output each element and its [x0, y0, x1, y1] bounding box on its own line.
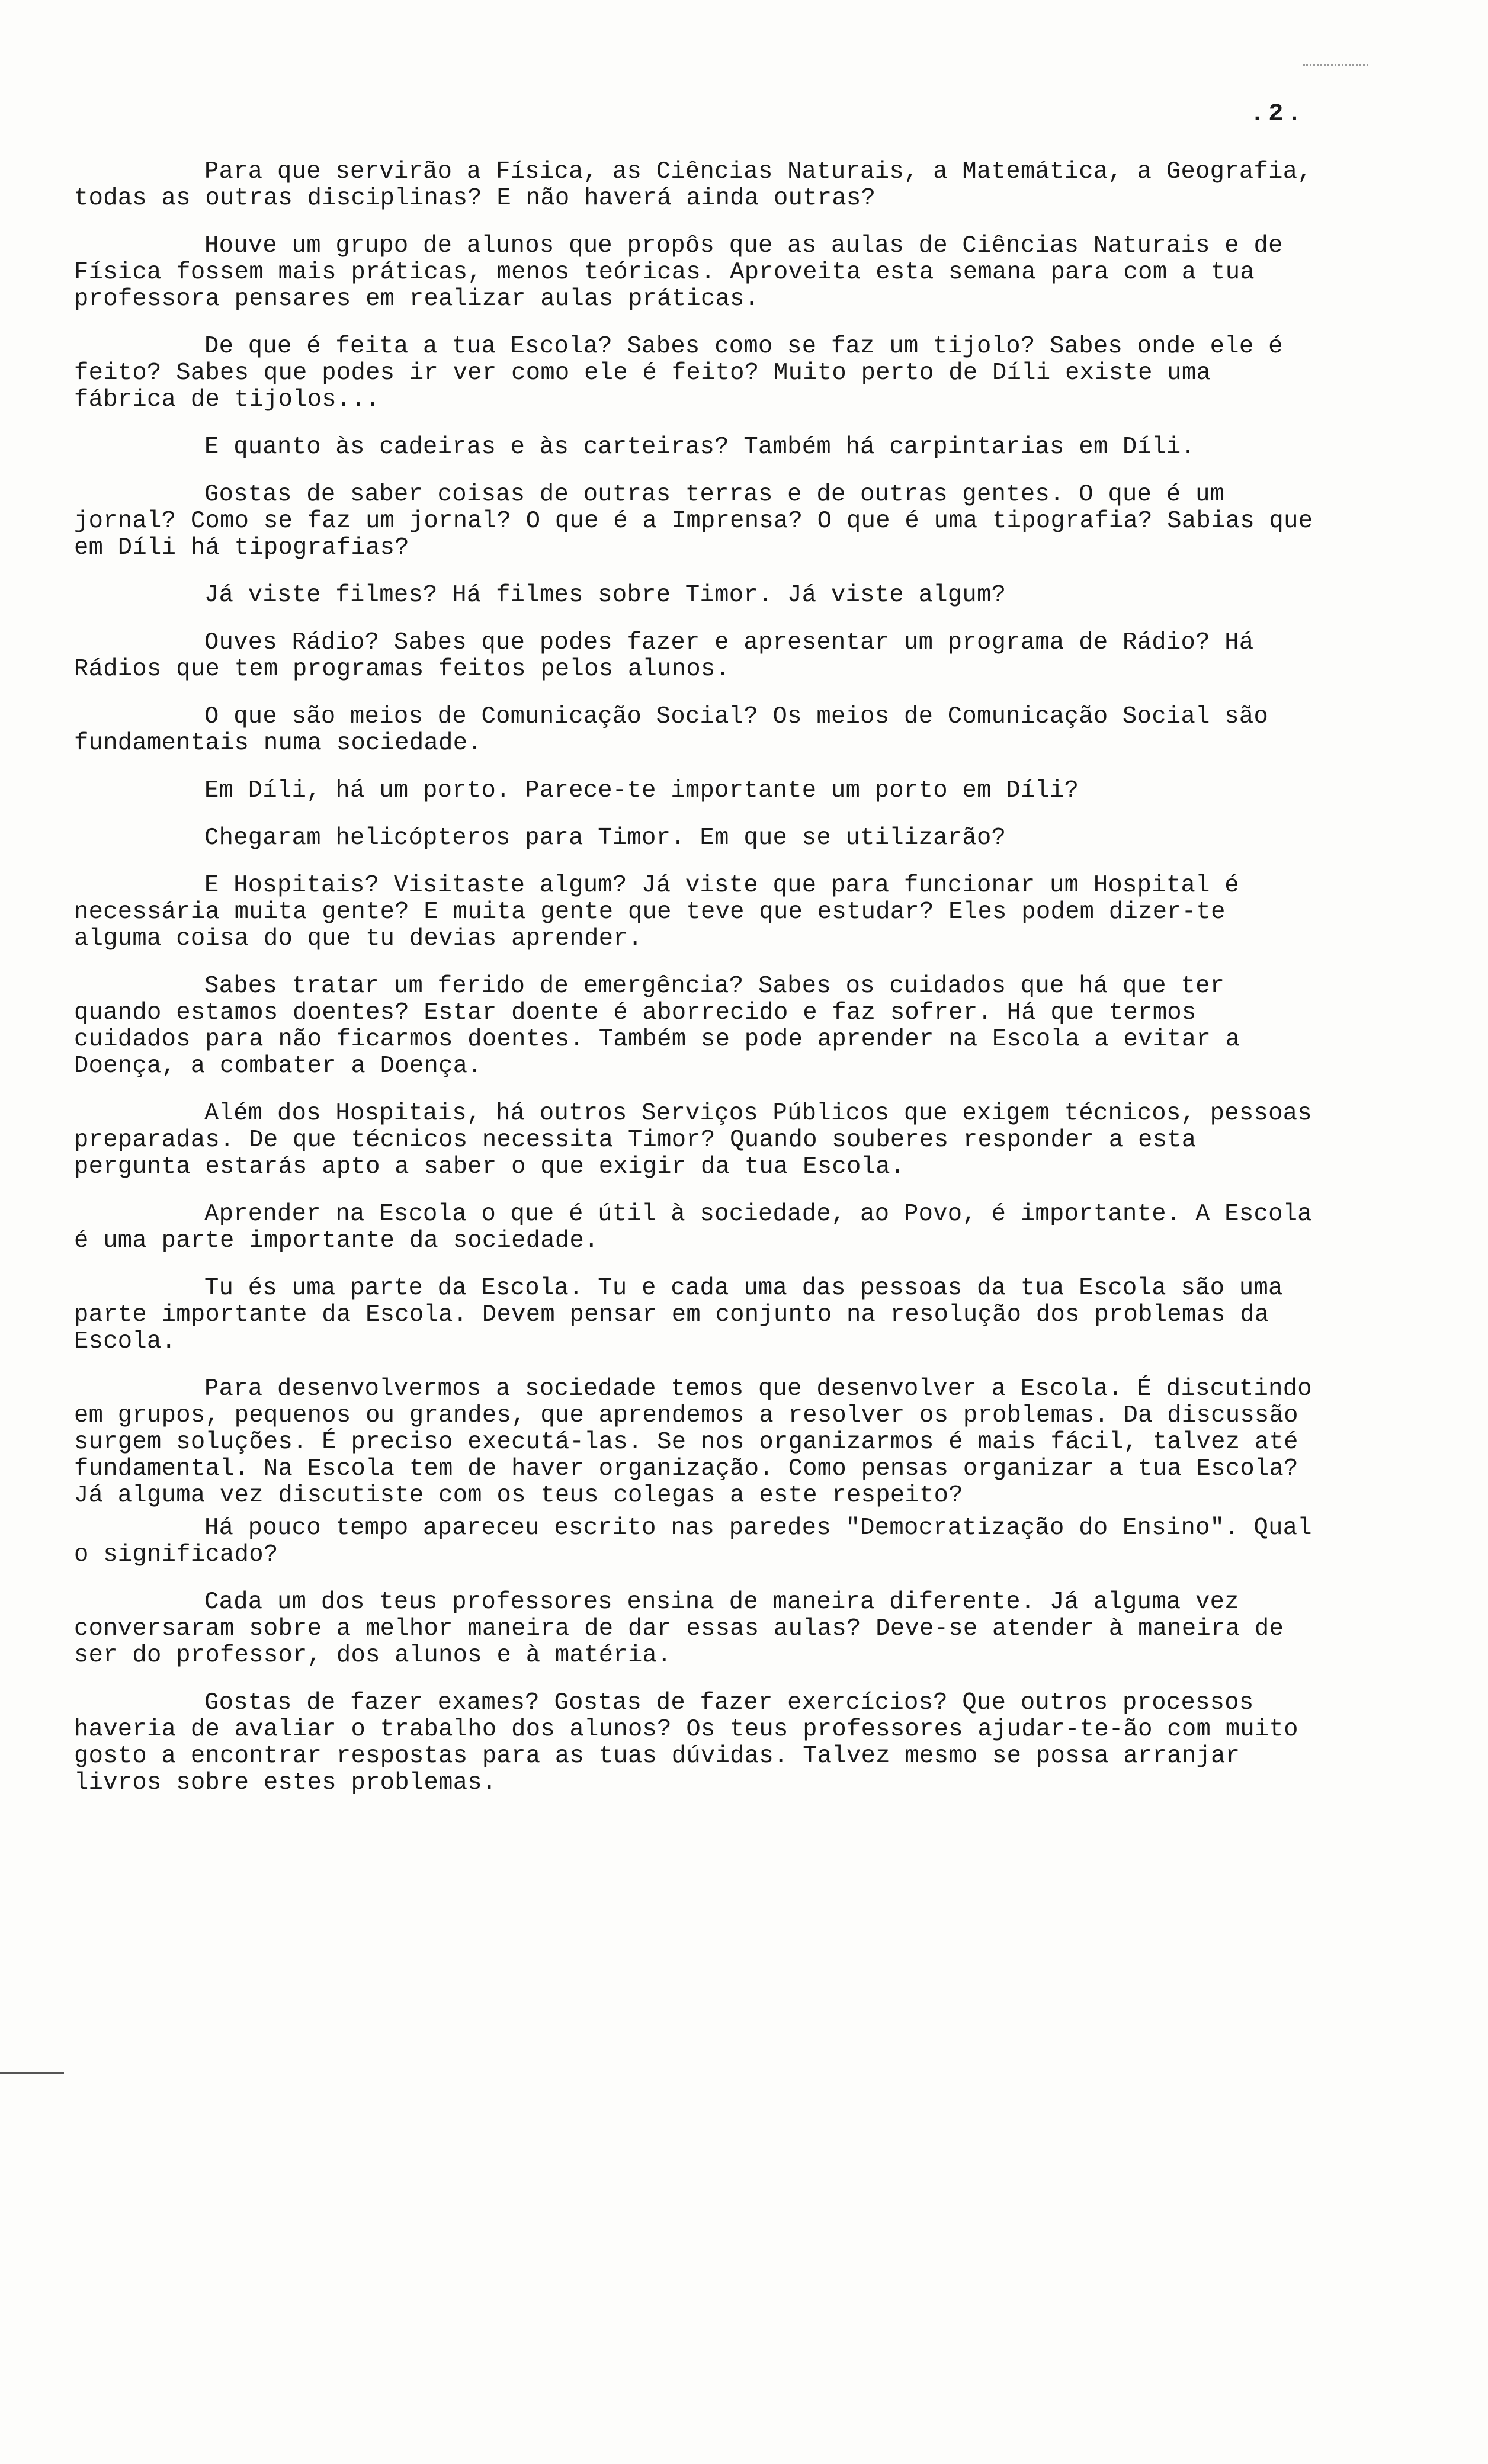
- body-text: [74, 159, 1324, 1817]
- paragraph: Já viste filmes? Há filmes sobre Timor. Já viste algum?: [204, 582, 1006, 609]
- paragraph: De que é feita a tua Escola? Sabes como se faz um tijolo? Sabes onde ele é feito? Sabes que podes ir ver como ele é feito? Muito perto de Díli existe uma fábrica de tijolos...: [74, 333, 1283, 413]
- page-number: .2.: [1250, 100, 1306, 128]
- paragraph: Para que servirão a Física, as Ciências Naturais, a Matemática, a Geografia, todas as outras disciplinas? E não haverá ainda outras?: [74, 158, 1312, 212]
- paragraph: O que são meios de Comunicação Social? Os meios de Comunicação Social são fundamentais numa sociedade.: [74, 703, 1269, 757]
- paragraph: E Hospitais? Visitaste algum? Já viste que para funcionar um Hospital é necessária muita gente? E muita gente que teve que estudar? Eles podem dizer-te alguma coisa do que tu devias aprender.: [74, 872, 1239, 952]
- paragraph: Ouves Rádio? Sabes que podes fazer e apresentar um programa de Rádio? Há Rádios que tem programas feitos pelos alunos.: [74, 629, 1254, 683]
- paragraph: Aprender na Escola o que é útil à sociedade, ao Povo, é importante. A Escola é uma parte importante da sociedade.: [74, 1201, 1312, 1255]
- paragraph: Sabes tratar um ferido de emergência? Sabes os cuidados que há que ter quando estamos doentes? Estar doente é aborrecido e faz sofrer. Há que termos cuidados para não ficarmos doentes. Também se pode aprender na Escola a evitar a Doença, a combater a Doença.: [74, 973, 1240, 1080]
- paragraph: Houve um grupo de alunos que propôs que as aulas de Ciências Naturais e de Física fossem mais práticas, menos teóricas. Aproveita esta semana para com a tua professora pensares em realizar aulas práticas.: [74, 232, 1283, 313]
- paragraph: Gostas de saber coisas de outras terras e de outras gentes. O que é um jornal? Como se faz um jornal? O que é a Imprensa? O que é uma tipografia? Sabias que em Díli há tipografias?: [74, 481, 1313, 562]
- corner-scan-mark: [1303, 64, 1368, 66]
- paragraph: Chegaram helicópteros para Timor. Em que se utilizarão?: [204, 824, 1006, 852]
- paragraph: Além dos Hospitais, há outros Serviços Públicos que exigem técnicos, pessoas preparadas. De que técnicos necessita Timor? Quando souberes responder a esta pergunta estarás apto a saber o que exigir da tua Escola.: [74, 1100, 1312, 1180]
- paragraph: E quanto às cadeiras e às carteiras? Também há carpintarias em Díli.: [204, 434, 1196, 461]
- paragraph: Para desenvolvermos a sociedade temos que desenvolver a Escola. É discutindo em grupos, pequenos ou grandes, que aprendemos a resolver os problemas. Da discussão surgem soluções. É preciso executá-las. Se nos organizarmos é mais fácil, talvez até fundamental. Na Escola tem de haver organização. Como pensas organizar a tua Escola? Já alguma vez discutiste com os teus colegas a este respeito?: [74, 1375, 1312, 1509]
- margin-rule: [0, 2072, 64, 2074]
- paragraph: Há pouco tempo apareceu escrito nas paredes "Democratização do Ensino". Qual o significado?: [74, 1515, 1312, 1568]
- paragraph: Em Díli, há um porto. Parece-te importante um porto em Díli?: [204, 777, 1079, 804]
- paragraph: Tu és uma parte da Escola. Tu e cada uma das pessoas da tua Escola são uma parte importante da Escola. Devem pensar em conjunto na resolução dos problemas da Escola.: [74, 1275, 1283, 1355]
- paragraph: Gostas de fazer exames? Gostas de fazer exercícios? Que outros processos haveria de avaliar o trabalho dos alunos? Os teus professores ajudar-te-ão com muito gosto a encontrar respostas para as tuas dúvidas. Talvez mesmo se possa arranjar livros sobre estes problemas.: [74, 1689, 1298, 1796]
- paragraph: Cada um dos teus professores ensina de maneira diferente. Já alguma vez conversaram sobre a melhor maneira de dar essas aulas? Deve-se atender à maneira de ser do professor, dos alunos e à matéria.: [74, 1589, 1284, 1669]
